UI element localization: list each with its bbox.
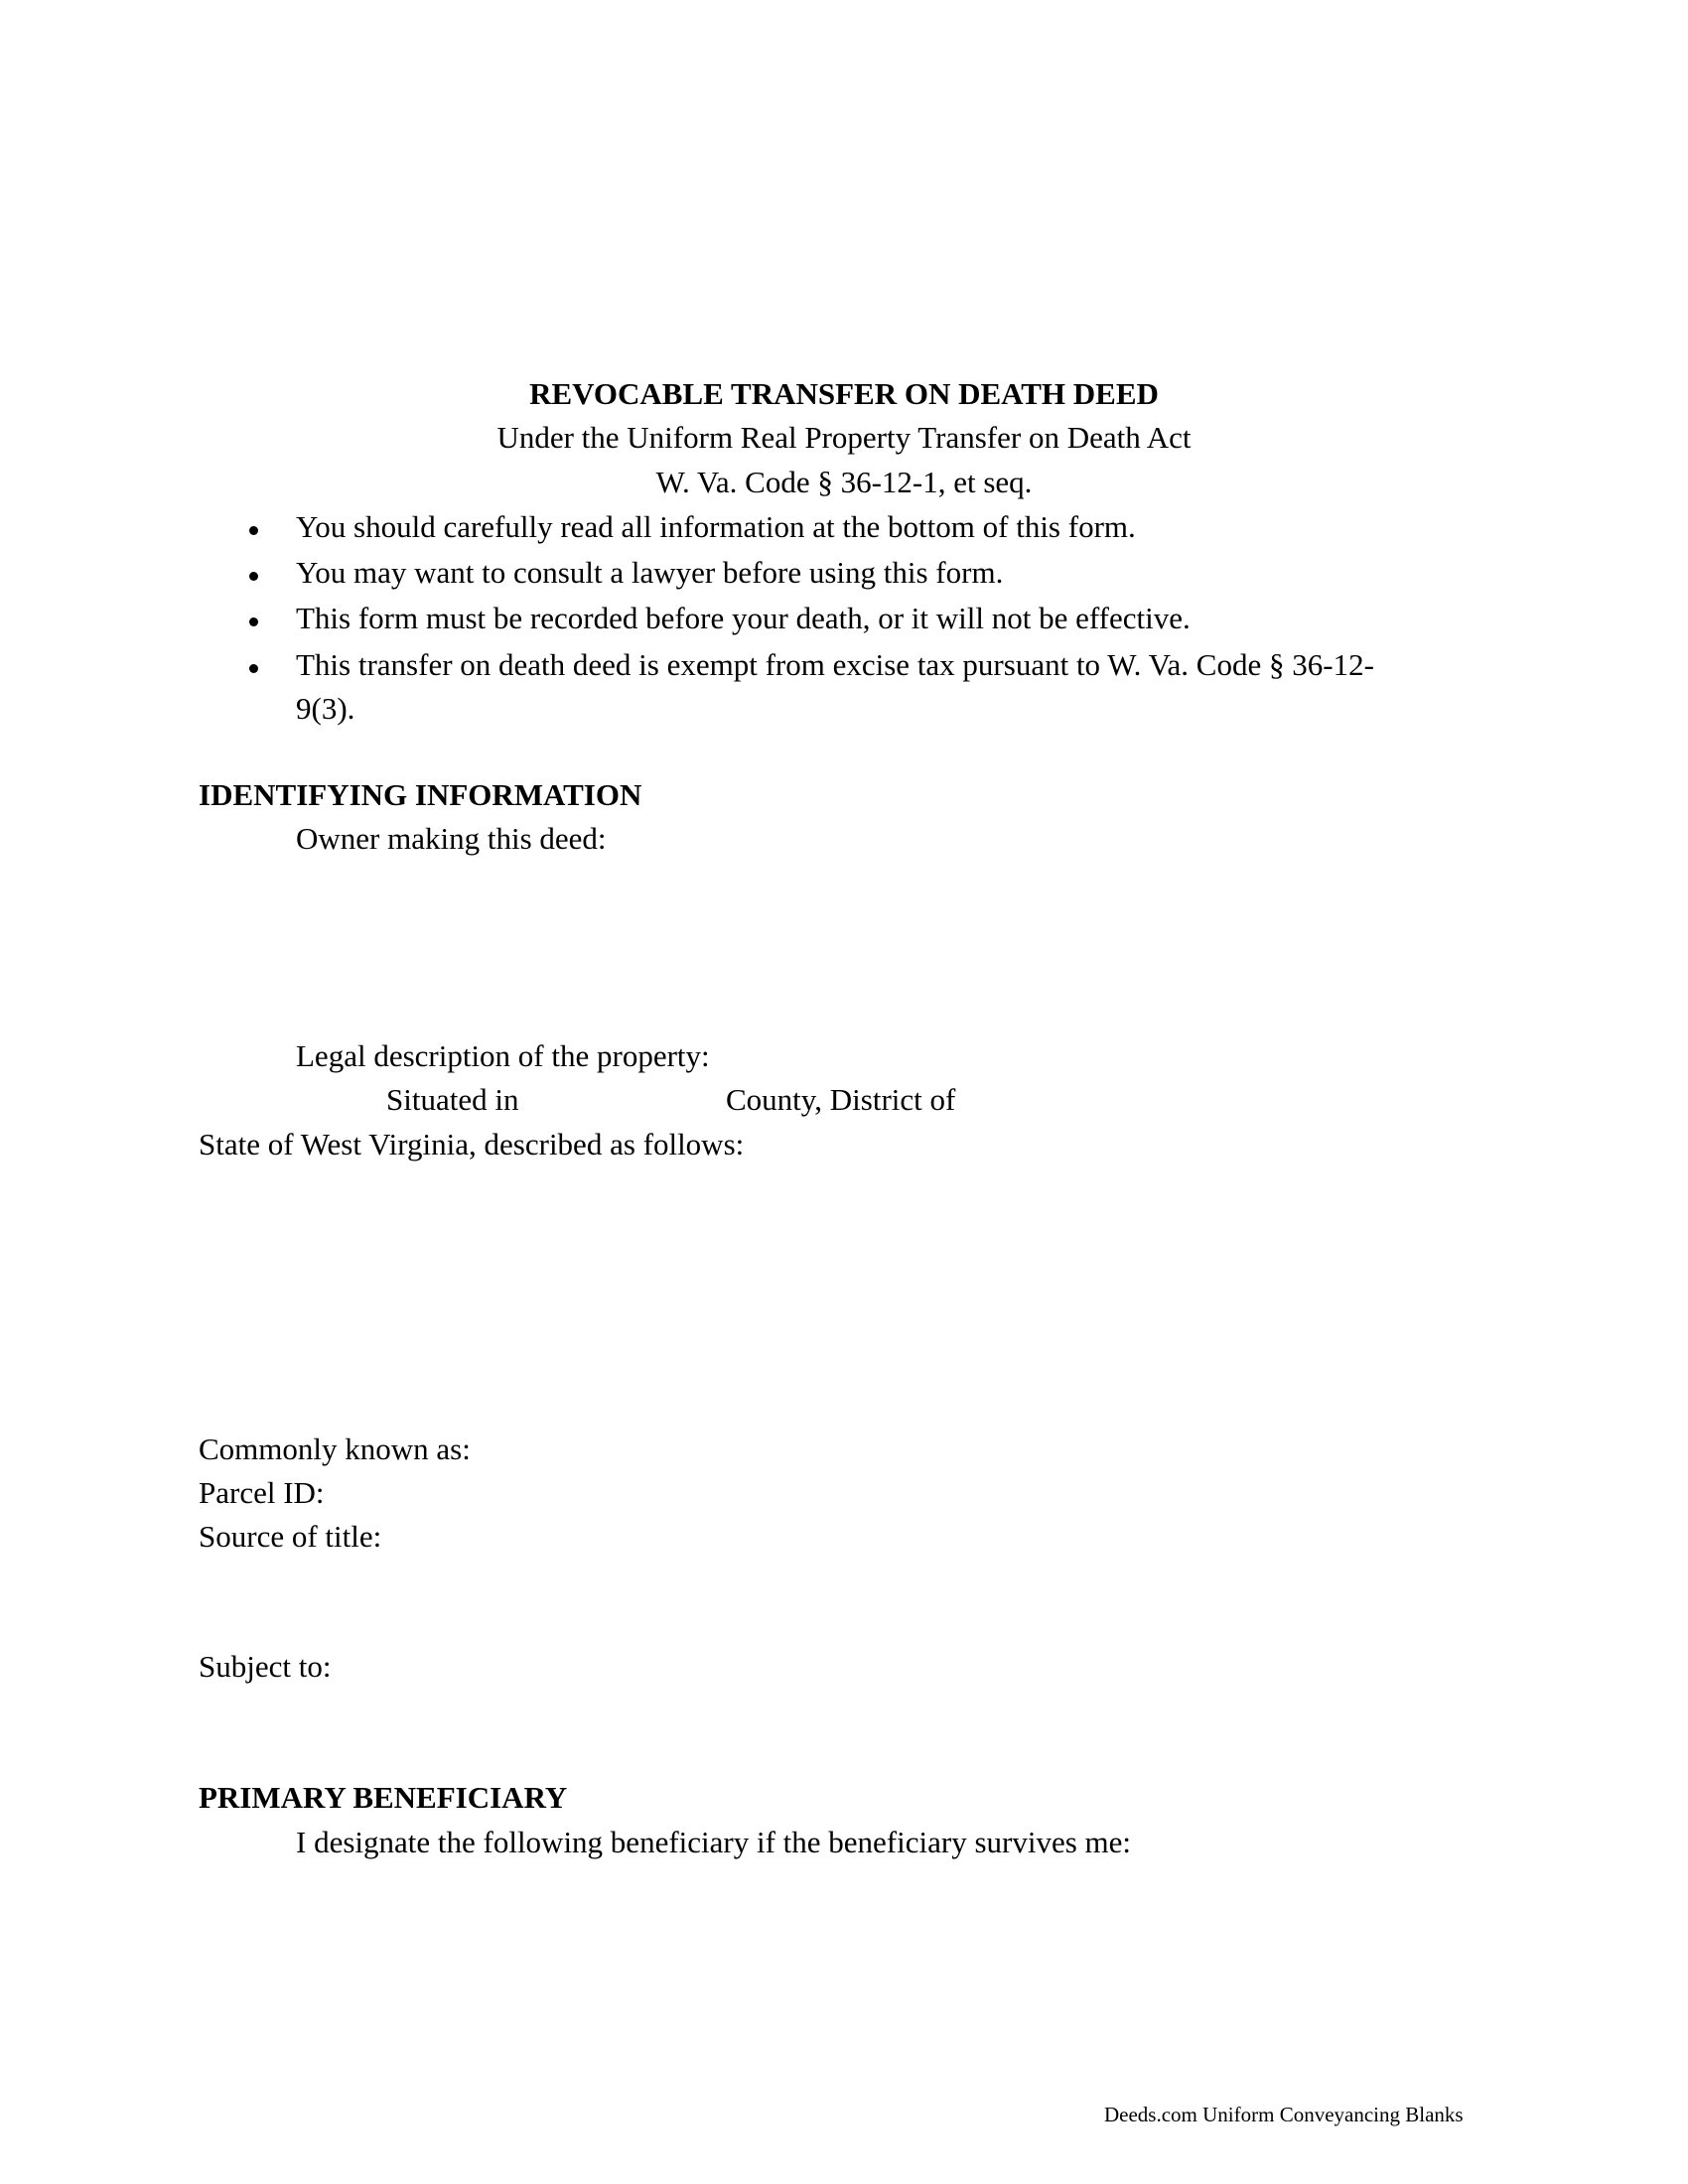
source-of-title-label: Source of title:	[199, 1519, 382, 1554]
owner-label: Owner making this deed:	[296, 821, 607, 856]
bullet-icon	[249, 572, 258, 581]
beneficiary-designation: I designate the following beneficiary if the beneficiary survives me:	[296, 1825, 1131, 1859]
bullet-icon	[249, 664, 258, 673]
notice-item: You may want to consult a lawyer before using this form.	[296, 555, 1004, 590]
section-heading-identifying: IDENTIFYING INFORMATION	[199, 777, 642, 812]
notice-item: You should carefully read all information at the bottom of this form.	[296, 509, 1136, 544]
document-subtitle: Under the Uniform Real Property Transfer on Death Act	[496, 420, 1192, 455]
legal-description-label: Legal description of the property:	[296, 1038, 710, 1073]
county-district-label: County, District of	[726, 1082, 956, 1117]
parcel-id-label: Parcel ID:	[199, 1475, 325, 1510]
footer-text: Deeds.com Uniform Conveyancing Blanks	[1104, 2103, 1464, 2126]
statute-citation: W. Va. Code § 36-12-1, et seq.	[655, 465, 1033, 499]
notice-item-continued: 9(3).	[296, 691, 355, 726]
bullet-icon	[249, 526, 258, 535]
document-title: REVOCABLE TRANSFER ON DEATH DEED	[529, 376, 1159, 411]
commonly-known-label: Commonly known as:	[199, 1432, 471, 1466]
state-line: State of West Virginia, described as follows:	[199, 1127, 745, 1161]
notice-item: This transfer on death deed is exempt from excise tax pursuant to W. Va. Code § 36-12-	[296, 647, 1374, 682]
bullet-icon	[249, 617, 258, 626]
notice-item: This form must be recorded before your death, or it will not be effective.	[296, 601, 1191, 635]
section-heading-primary-beneficiary: PRIMARY BENEFICIARY	[199, 1780, 568, 1815]
subject-to-label: Subject to:	[199, 1649, 332, 1684]
situated-in-label: Situated in	[386, 1082, 519, 1117]
